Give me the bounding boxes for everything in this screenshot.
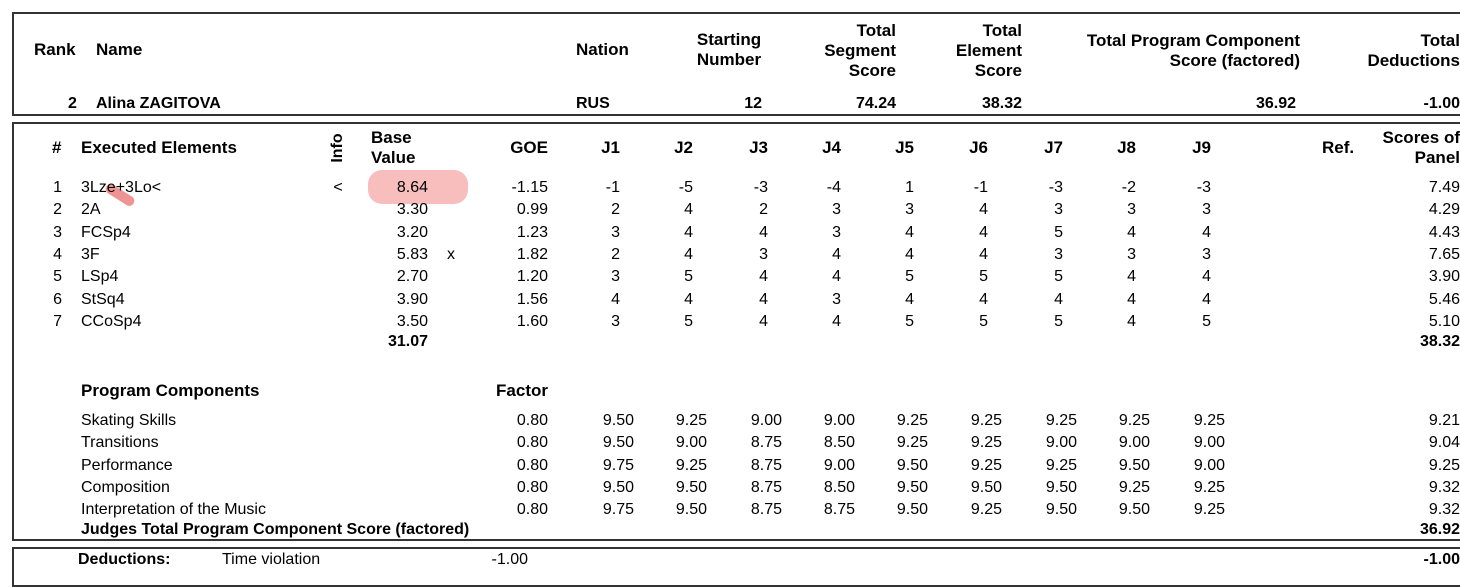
element-j4: 3 [832, 223, 841, 241]
element-j6: 4 [979, 290, 988, 308]
element-j9: -3 [1196, 179, 1211, 196]
component-j5: 9.50 [896, 478, 928, 496]
component-j6: 9.25 [970, 412, 1002, 429]
component-j6: 9.25 [970, 434, 1002, 452]
judge-header-8: J8 [1117, 138, 1136, 157]
element-j2: 5 [684, 312, 693, 330]
component-name: Interpretation of the Music [81, 501, 266, 519]
element-j8: 4 [1127, 268, 1136, 286]
total-segment-label: Total Segment Score [824, 21, 896, 80]
deductions-label: Total Deductions [1367, 31, 1460, 70]
component-j3: 8.75 [750, 501, 782, 519]
skater-pcs: 36.92 [1255, 95, 1296, 112]
deductions-item: Time violation [222, 551, 321, 568]
skater-total-segment: 74.24 [855, 95, 896, 112]
component-j3: 8.75 [750, 478, 782, 496]
component-j7: 9.50 [1045, 478, 1077, 496]
component-j4: 8.50 [823, 434, 855, 452]
element-goe: 1.20 [516, 268, 548, 286]
element-num: 7 [53, 312, 62, 330]
judge-header-9: J9 [1192, 138, 1211, 157]
element-j3: -3 [753, 179, 768, 196]
element-j7: 4 [1054, 290, 1063, 308]
judge-header-4: J4 [822, 138, 841, 157]
skater-starting-number: 12 [744, 95, 762, 112]
component-j2: 9.50 [675, 501, 707, 519]
component-score: 9.32 [1428, 478, 1460, 496]
element-goe: 1.56 [516, 290, 548, 308]
element-score: 4.43 [1428, 223, 1460, 241]
element-j5: 5 [905, 312, 914, 330]
component-score: 9.25 [1428, 456, 1460, 474]
component-j7: 9.25 [1045, 456, 1077, 474]
element-j7: 3 [1054, 245, 1063, 263]
component-j8: 9.25 [1118, 478, 1150, 496]
element-j8: 3 [1127, 245, 1136, 263]
element-j6: 4 [979, 201, 988, 219]
component-j9: 9.00 [1193, 456, 1225, 474]
component-j2: 9.00 [675, 434, 707, 452]
component-j6: 9.25 [970, 501, 1002, 519]
components-total-score: 36.92 [1419, 521, 1460, 538]
component-score: 9.21 [1428, 412, 1460, 429]
element-name: 2A [81, 201, 101, 219]
component-j2: 9.25 [675, 456, 707, 474]
element-j9: 3 [1202, 201, 1211, 219]
component-score: 9.32 [1428, 501, 1460, 519]
element-j3: 4 [759, 268, 768, 286]
component-j7: 9.50 [1045, 501, 1077, 519]
judge-header-5: J5 [895, 138, 914, 157]
name-label: Name [96, 40, 143, 59]
component-j9: 9.00 [1193, 434, 1225, 452]
element-name: FCSp4 [81, 223, 131, 241]
component-name: Skating Skills [81, 412, 177, 429]
element-j5: 1 [905, 179, 914, 196]
element-goe: 1.60 [516, 312, 548, 330]
element-base: 2.70 [396, 268, 428, 286]
element-j7: 5 [1054, 268, 1063, 286]
element-num: 5 [53, 268, 62, 286]
col-ref-label: Ref. [1322, 138, 1355, 157]
element-j5: 5 [905, 268, 914, 286]
component-j4: 8.50 [823, 478, 855, 496]
total-element-label: Total Element Score [955, 21, 1022, 80]
element-j9: 5 [1202, 312, 1211, 330]
component-j7: 9.25 [1045, 412, 1077, 429]
element-num: 6 [53, 290, 62, 308]
element-j7: 5 [1054, 223, 1063, 241]
element-j9: 4 [1202, 223, 1211, 241]
component-j5: 9.50 [896, 456, 928, 474]
judge-header-6: J6 [969, 138, 988, 157]
element-score: 7.49 [1428, 179, 1460, 196]
element-name: 3Lze+3Lo< [81, 179, 162, 196]
elements-base-total: 31.07 [387, 333, 428, 350]
skater-total-deductions: -1.00 [1423, 95, 1460, 112]
element-goe: 1.82 [516, 245, 548, 263]
element-j4: 4 [832, 268, 841, 286]
element-j7: 5 [1054, 312, 1063, 330]
element-j1: 2 [611, 245, 620, 263]
deductions-title: Deductions: [78, 551, 171, 568]
judge-header-7: J7 [1044, 138, 1063, 157]
element-j5: 4 [905, 223, 914, 241]
element-num: 3 [53, 223, 62, 241]
elements-score-total: 38.32 [1419, 333, 1460, 350]
element-j4: 3 [832, 290, 841, 308]
element-base: 8.64 [396, 179, 428, 196]
component-j5: 9.25 [896, 434, 928, 452]
element-j6: 5 [979, 312, 988, 330]
element-j6: 4 [979, 223, 988, 241]
deductions-total: -1.00 [1423, 551, 1460, 568]
element-score: 3.90 [1428, 268, 1460, 286]
component-factor: 0.80 [516, 501, 548, 519]
element-name: CCoSp4 [81, 312, 142, 330]
element-base: 3.30 [396, 201, 428, 219]
component-j9: 9.25 [1193, 478, 1225, 496]
rank-label: Rank [34, 40, 76, 59]
element-score: 7.65 [1428, 245, 1460, 263]
component-j5: 9.25 [896, 412, 928, 429]
skater-name: Alina ZAGITOVA [96, 95, 221, 112]
element-j7: 3 [1054, 201, 1063, 219]
component-j9: 9.25 [1193, 412, 1225, 429]
col-num-label: # [52, 138, 62, 157]
component-j3: 8.75 [750, 434, 782, 452]
component-j2: 9.25 [675, 412, 707, 429]
skater-nation: RUS [576, 95, 610, 112]
component-j1: 9.50 [602, 412, 634, 429]
element-j5: 4 [905, 245, 914, 263]
skater-total-element: 38.32 [981, 95, 1022, 112]
element-j8: 4 [1127, 312, 1136, 330]
component-j1: 9.75 [602, 456, 634, 474]
element-j1: 2 [611, 201, 620, 219]
component-j5: 9.50 [896, 501, 928, 519]
component-j4: 9.00 [823, 456, 855, 474]
element-score: 5.10 [1428, 312, 1460, 330]
component-j3: 8.75 [750, 456, 782, 474]
element-j8: -2 [1121, 179, 1136, 196]
nation-label: Nation [576, 40, 629, 59]
component-j1: 9.50 [602, 434, 634, 452]
component-factor: 0.80 [516, 434, 548, 452]
element-j5: 3 [905, 201, 914, 219]
component-name: Composition [81, 478, 170, 496]
component-j8: 9.50 [1118, 501, 1150, 519]
element-j3: 3 [759, 245, 768, 263]
factor-label: Factor [496, 381, 548, 400]
element-j9: 3 [1202, 245, 1211, 263]
element-info: < [333, 179, 343, 196]
element-j3: 4 [759, 312, 768, 330]
components-total-label: Judges Total Program Component Score (factored) [81, 521, 470, 538]
element-goe: -1.15 [511, 179, 548, 196]
element-name: 3F [81, 245, 100, 263]
element-j2: 4 [684, 290, 693, 308]
pcs-label: Total Program Component Score (factored) [1086, 31, 1300, 70]
col-goe-label: GOE [510, 138, 548, 157]
element-base: 3.90 [396, 290, 428, 308]
element-j1: -1 [605, 179, 620, 196]
component-j8: 9.00 [1118, 434, 1150, 452]
element-j3: 4 [759, 290, 768, 308]
judge-header-1: J1 [601, 138, 620, 157]
element-base: 3.20 [396, 223, 428, 241]
component-factor: 0.80 [516, 456, 548, 474]
element-num: 1 [53, 179, 62, 196]
component-j4: 8.75 [823, 501, 855, 519]
element-num: 4 [53, 245, 62, 263]
element-j4: 4 [832, 312, 841, 330]
element-j8: 4 [1127, 290, 1136, 308]
component-j8: 9.50 [1118, 456, 1150, 474]
element-j2: 5 [684, 268, 693, 286]
element-j8: 4 [1127, 223, 1136, 241]
component-factor: 0.80 [516, 478, 548, 496]
col-panel-label: Scores of Panel [1382, 128, 1460, 167]
component-j1: 9.50 [602, 478, 634, 496]
component-score: 9.04 [1428, 434, 1460, 452]
element-name: LSp4 [81, 268, 119, 286]
element-j1: 3 [611, 223, 620, 241]
element-goe: 1.23 [516, 223, 548, 241]
component-j2: 9.50 [675, 478, 707, 496]
component-j3: 9.00 [750, 412, 782, 429]
judge-header-3: J3 [749, 138, 768, 157]
element-j6: -1 [973, 179, 988, 196]
element-j2: -5 [678, 179, 693, 196]
col-info-label: Info [329, 133, 346, 163]
component-j6: 9.50 [970, 478, 1002, 496]
element-j6: 5 [979, 268, 988, 286]
component-j7: 9.00 [1045, 434, 1077, 452]
component-j6: 9.25 [970, 456, 1002, 474]
col-base-label: Base Value [371, 128, 416, 167]
deductions-item-value: -1.00 [491, 551, 528, 568]
component-name: Performance [81, 456, 173, 474]
judge-header-2: J2 [674, 138, 693, 157]
element-j4: -4 [826, 179, 841, 196]
element-num: 2 [53, 201, 62, 219]
element-j1: 4 [611, 290, 620, 308]
element-j2: 4 [684, 245, 693, 263]
element-score: 4.29 [1428, 201, 1460, 219]
component-j1: 9.75 [602, 501, 634, 519]
element-j4: 4 [832, 245, 841, 263]
element-j5: 4 [905, 290, 914, 308]
element-score: 5.46 [1428, 290, 1460, 308]
element-j2: 4 [684, 201, 693, 219]
element-j8: 3 [1127, 201, 1136, 219]
element-goe: 0.99 [516, 201, 548, 219]
component-j9: 9.25 [1193, 501, 1225, 519]
starting-number-label: Starting Number [696, 30, 762, 69]
component-factor: 0.80 [516, 412, 548, 429]
skater-rank: 2 [68, 95, 77, 112]
element-base: 5.83 [396, 245, 428, 263]
col-executed-label: Executed Elements [81, 138, 237, 157]
element-j7: -3 [1048, 179, 1063, 196]
component-j8: 9.25 [1118, 412, 1150, 429]
element-j1: 3 [611, 312, 620, 330]
element-name: StSq4 [81, 290, 125, 308]
element-j3: 4 [759, 223, 768, 241]
component-j4: 9.00 [823, 412, 855, 429]
element-j9: 4 [1202, 268, 1211, 286]
element-j3: 2 [759, 201, 768, 219]
element-j2: 4 [684, 223, 693, 241]
element-x-mark: x [447, 245, 455, 263]
element-j6: 4 [979, 245, 988, 263]
component-name: Transitions [81, 434, 159, 452]
element-base: 3.50 [396, 312, 428, 330]
element-j9: 4 [1202, 290, 1211, 308]
element-j4: 3 [832, 201, 841, 219]
components-title: Program Components [81, 381, 260, 400]
element-j1: 3 [611, 268, 620, 286]
